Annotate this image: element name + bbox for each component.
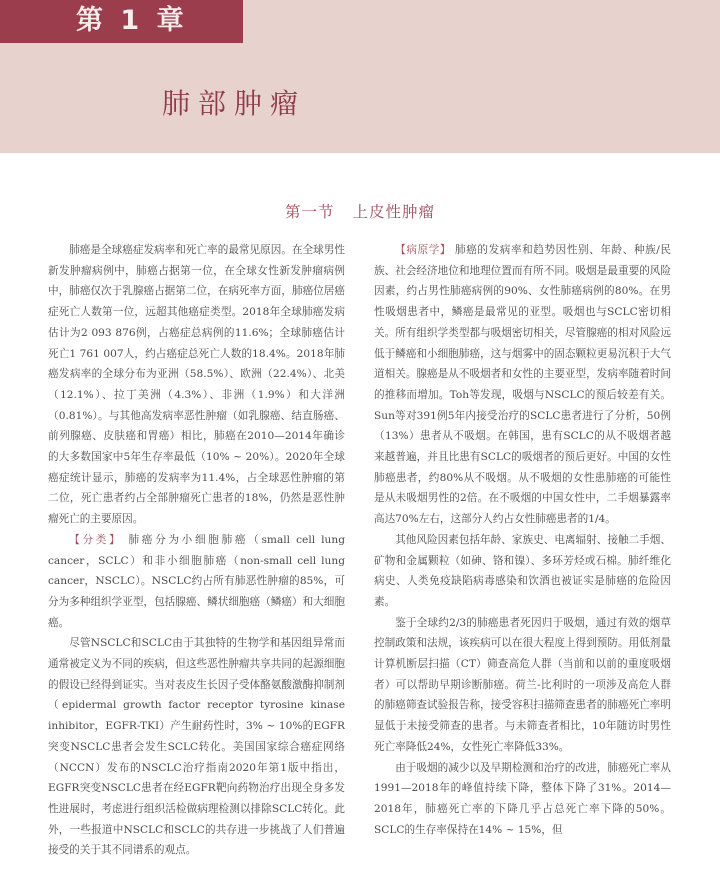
paragraph (48, 633, 345, 861)
paragraph-etiology (374, 240, 671, 530)
paragraph-text: 由于吸烟的减少以及早期检测和治疗的改进，肺癌死亡率从1991—2018年的峰值持续下降，整体下降了31%。2014—2018年，肺癌死亡率的下降几乎占总死亡率下降的50%。SCLC的生存率保持在14% ~ 15%，但 (374, 761, 671, 836)
chapter-label: 第 1 章 (76, 5, 188, 36)
right-column (374, 240, 671, 840)
paragraph (374, 530, 671, 613)
paragraph-text: 肺癌的发病率和趋势因性别、年龄、种族/民族、社会经济地位和地理位置而有所不同。吸烟是最重要的风险因素，约占男性肺癌病例的90%、女性肺癌病例的80%。在男性吸烟患者中，鳞癌是最常见的亚型。吸烟也与SCLC密切相关。所有组织学类型都与吸烟密切相关，尽管腺癌的相对风险远低于鳞癌和小细胞肺癌，这与烟雾中的固态颗粒更易沉积于大气道相关。腺癌是从不吸烟者和女性的主要亚型，发病率随着时间的推移而增加。Toh等发现，吸烟与NSCLC的预后较差有关。Sun等对391例5年内接受治疗的SCLC患者进行了分析，50例（13%）患者从不吸烟。在韩国，患有SCLC的从不吸烟者越来越普遍，并且比患有SCLC的吸烟者的预后更好。中国的女性肺癌患者，约80%从不吸烟。从不吸烟的女性患肺癌的可能性是从未吸烟男性的2倍。在不吸烟的中国女性中，二手烟暴露率高达70%左右，这部分人约占女性肺癌患者的1/4。 (374, 244, 672, 526)
paragraph-text: 其他风险因素包括年龄、家族史、电离辐射、接触二手烟、矿物和金属颗粒（如砷、铬和镍）、多环芳烃或石棉。肺纤维化病史、人类免疫缺陷病毒感染和饮酒也被证实是肺癌的危险因素。 (374, 533, 671, 608)
paragraph-tag: 【分类】 (69, 533, 123, 546)
paragraph (48, 240, 345, 530)
chapter-title: 肺部肿瘤 (162, 87, 307, 120)
chapter-tab (0, 0, 243, 43)
chapter-header (0, 0, 720, 153)
paragraph-text: 肺癌是全球癌症发病率和死亡率的最常见原因。在全球男性新发肿瘤病例中，肺癌占据第一位，在全球女性新发肿瘤病例中，肺癌仅次于乳腺癌占据第二位，在病死率方面，肺癌位居癌症死亡人数第一位，远超其他癌症类型。2018年全球肺癌发病估计为2 093 876例，占癌症总病例的11.6%；全球肺癌估计死亡1 761 007人，约占癌症总死亡人数的18.4%。2018年肺癌发病率的全球分布为亚洲（58.5%）、欧洲（22.4%）、北美（12.1%）、拉丁美洲（4.3%）、非洲（1.9%）和大洋洲（0.81%）。与其他高发病率恶性肿瘤（如乳腺癌、结直肠癌、前列腺癌、皮肤癌和胃癌）相比，肺癌在2010—2014年确诊的大多数国家中5年生存率最低（10% ~ 20%）。2020年全球癌症统计显示，肺癌的发病率为11.4%，占全球恶性肿瘤的第二位，死亡患者约占全部肿瘤死亡患者的18%，仍然是恶性肿瘤死亡的主要原因。 (48, 244, 345, 526)
paragraph (374, 758, 671, 841)
left-column (48, 240, 345, 861)
section-title (0, 201, 720, 223)
section-number: 第一节 (284, 203, 335, 221)
paragraph-text: 肺癌分为小细胞肺癌（small cell lung cancer，SCLC）和非小细胞肺癌（non-small cell lung cancer，NSCLC）。NSCLC约占所有肺恶性肿瘤的85%，可分为多种组织学亚型，包括腺癌、鳞状细胞癌（鳞癌）和大细胞癌。 (48, 533, 345, 629)
paragraph-tag: 【病原学】 (395, 244, 452, 256)
paragraph-classification (48, 530, 345, 634)
paragraph-text: 鉴于全球约2/3的肺癌患者死因归于吸烟，通过有效的烟草控制政策和法规，该疾病可以在很大程度上得到预防。用低剂量计算机断层扫描（CT）筛查高危人群（当前和以前的重度吸烟者）可以帮助早期诊断肺癌。荷兰-比利时的一项涉及高危人群的肺癌筛查试验报告称，接受容积扫描筛查患者的肺癌死亡率明显低于未接受筛查的患者。与未筛查者相比，10年随访时男性死亡率降低24%，女性死亡率降低33%。 (374, 616, 671, 753)
paragraph-text: 尽管NSCLC和SCLC由于其独特的生物学和基因组异常而通常被定义为不同的疾病，但这些恶性肿瘤共享共同的起源细胞的假设已经得到证实。当对表皮生长因子受体酪氨酸激酶抑制剂（epidermal growth factor receptor tyrosine kinase inhibitor，EGFR-TKI）产生耐药性时，3% ~ 10%的EGFR突变NSCLC患者会发生SCLC转化。美国国家综合癌症网络（NCCN）发布的NSCLC治疗指南2020年第1版中指出，EGFR突变NSCLC患者在经EGFR靶向药物治疗出现全身多发性进展时，考虑进行组织活检做病理检测以排除SCLC转化。此外，一些报道中NSCLC和SCLC的共存进一步挑战了人们普遍接受的关于其不同谱系的观点。 (48, 637, 345, 857)
paragraph (374, 613, 671, 758)
section-heading: 上皮性肿瘤 (352, 203, 436, 221)
